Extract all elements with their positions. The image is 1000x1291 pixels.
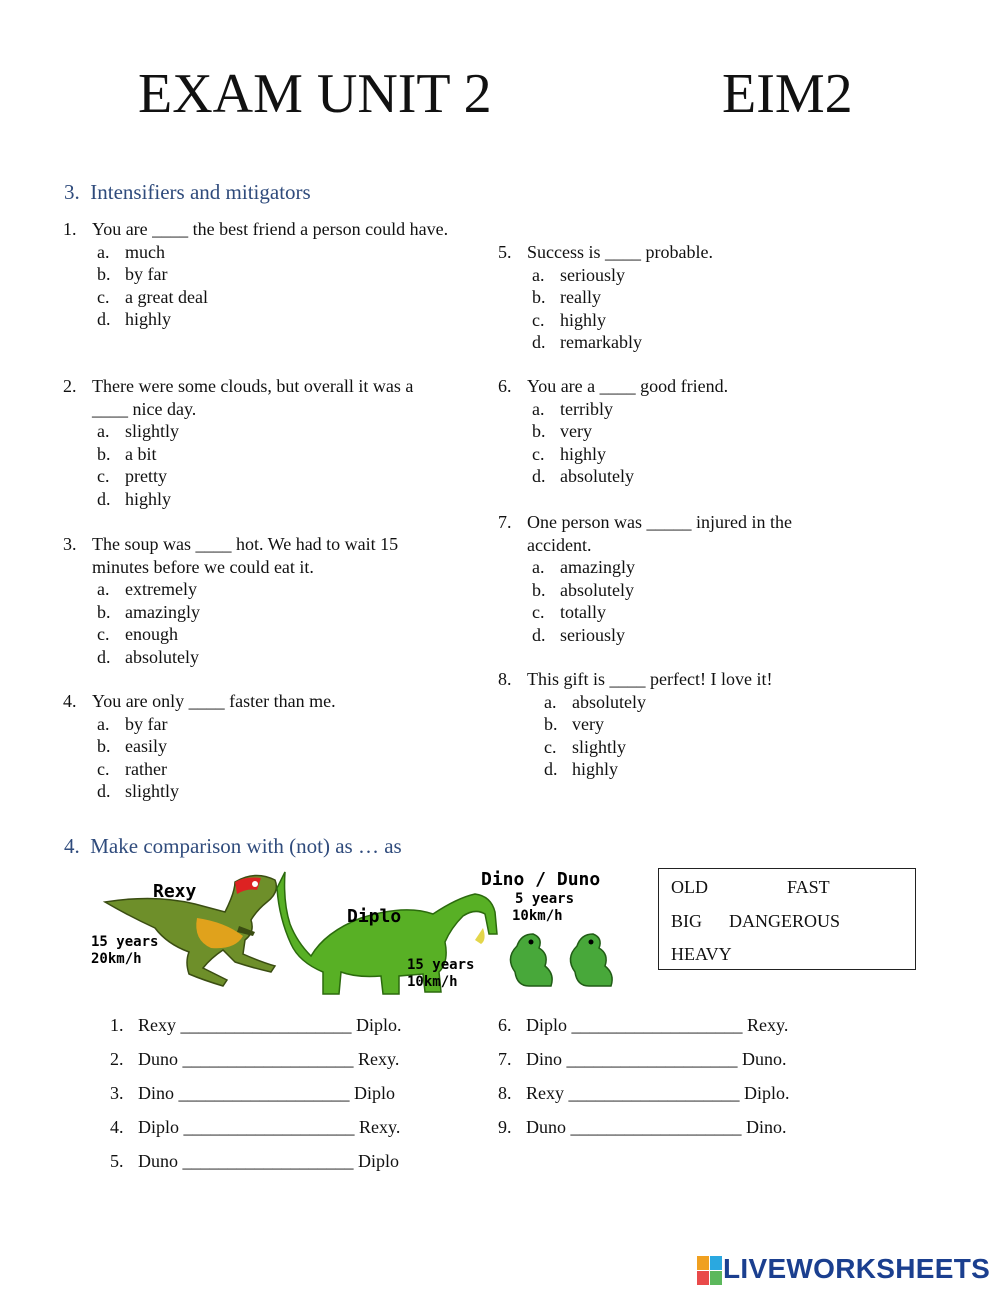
option-list <box>63 713 453 803</box>
option-letter: b. <box>532 421 546 442</box>
option-list <box>63 241 453 331</box>
question-text: The soup was ____ hot. We had to wait 15 minutes before we could eat it. <box>92 534 399 577</box>
word-heavy: HEAVY <box>671 944 732 964</box>
answer-option[interactable] <box>532 420 858 443</box>
option-letter: a. <box>97 241 110 262</box>
answer-option[interactable] <box>532 264 858 287</box>
word-fast: FAST <box>787 877 830 897</box>
question-text: This gift is ____ perfect! I love it! <box>527 669 773 689</box>
question-stem <box>63 218 453 241</box>
liveworksheets-brand-text: LIVEWORKSHEETS <box>723 1253 991 1284</box>
exam-title: EXAM UNIT 2 <box>138 63 492 125</box>
section-title: Intensifiers and mitigators <box>90 180 311 204</box>
comparison-sentence-8: 8. Rexy ___________________ Diplo. <box>498 1083 790 1103</box>
question-3 <box>63 533 453 669</box>
option-text: highly <box>125 488 172 509</box>
option-text: amazingly <box>125 601 200 622</box>
answer-option[interactable] <box>532 624 838 647</box>
question-text: There were some clouds, but overall it was a ____ nice day. <box>92 376 414 419</box>
option-letter: d. <box>532 332 546 353</box>
option-letter: a. <box>97 713 110 734</box>
question-number: 4. <box>63 691 77 711</box>
option-text: enough <box>125 624 178 645</box>
question-number: 7. <box>498 512 512 532</box>
answer-option[interactable] <box>532 309 858 332</box>
section-3-heading <box>64 180 311 205</box>
answer-option[interactable] <box>532 331 858 354</box>
option-letter: a. <box>544 691 557 712</box>
rexy-age-label: 15 years <box>91 934 159 950</box>
answer-option[interactable] <box>544 736 858 759</box>
answer-option[interactable] <box>532 398 858 421</box>
option-text: a bit <box>125 443 157 464</box>
section-title: Make comparison with (not) as … as <box>90 834 402 858</box>
option-letter: a. <box>97 579 110 600</box>
option-text: absolutely <box>125 646 199 667</box>
option-text: highly <box>560 443 607 464</box>
option-text: very <box>560 421 592 442</box>
option-text: a great deal <box>125 286 208 307</box>
option-text: slightly <box>125 421 180 442</box>
question-number: 2. <box>63 376 77 396</box>
option-list <box>498 691 858 781</box>
option-text: much <box>125 241 165 262</box>
option-letter: d. <box>97 488 111 509</box>
answer-option[interactable] <box>532 601 838 624</box>
option-letter: b. <box>97 264 111 285</box>
question-stem <box>63 690 453 713</box>
option-letter: c. <box>532 443 545 464</box>
option-text: absolutely <box>560 579 634 600</box>
option-letter: c. <box>544 736 557 757</box>
question-8 <box>498 668 858 781</box>
answer-option[interactable] <box>532 286 858 309</box>
option-list <box>498 398 858 488</box>
answer-option[interactable] <box>97 241 453 264</box>
option-letter: a. <box>532 264 545 285</box>
question-stem <box>63 533 453 578</box>
question-2 <box>63 375 453 511</box>
question-stem <box>498 511 838 556</box>
answer-option[interactable] <box>97 465 453 488</box>
option-text: remarkably <box>560 332 642 353</box>
option-list <box>63 420 453 510</box>
answer-option[interactable] <box>97 601 453 624</box>
option-letter: c. <box>97 758 110 779</box>
question-number: 8. <box>498 669 512 689</box>
option-list <box>63 578 453 668</box>
comparison-sentence-5: 5. Duno ___________________ Diplo <box>110 1151 399 1171</box>
option-text: slightly <box>572 736 627 757</box>
option-letter: c. <box>532 602 545 623</box>
answer-option[interactable] <box>97 308 453 331</box>
comparison-sentence-4: 4. Diplo ___________________ Rexy. <box>110 1117 401 1137</box>
option-text: really <box>560 287 601 308</box>
option-text: totally <box>560 602 606 623</box>
question-stem <box>63 375 453 420</box>
option-letter: b. <box>97 443 111 464</box>
answer-option[interactable] <box>532 443 858 466</box>
word-box <box>658 868 916 970</box>
option-letter: d. <box>97 646 111 667</box>
question-number: 1. <box>63 219 77 239</box>
option-text: easily <box>125 736 167 757</box>
option-text: very <box>572 714 604 735</box>
answer-option[interactable] <box>97 488 453 511</box>
option-text: highly <box>572 759 619 780</box>
question-7 <box>498 511 838 647</box>
dino-duno-drawing <box>510 934 612 986</box>
diplo-drawing <box>277 872 497 994</box>
class-code: EIM2 <box>722 63 853 125</box>
option-letter: d. <box>532 466 546 487</box>
comparison-sentence-3: 3. Dino ___________________ Diplo <box>110 1083 396 1103</box>
question-stem <box>498 241 858 264</box>
answer-option[interactable] <box>544 713 858 736</box>
option-letter: d. <box>544 759 558 780</box>
answer-option[interactable] <box>97 263 453 286</box>
option-letter: b. <box>532 579 546 600</box>
option-letter: d. <box>97 309 111 330</box>
word-dangerous: DANGEROUS <box>729 911 841 931</box>
answer-option[interactable] <box>532 556 838 579</box>
option-text: absolutely <box>572 691 646 712</box>
option-text: highly <box>560 309 607 330</box>
option-text: seriously <box>560 264 625 285</box>
option-text: slightly <box>125 781 180 802</box>
dinosaur-illustration <box>85 862 630 1002</box>
question-number: 5. <box>498 242 512 262</box>
option-text: extremely <box>125 579 197 600</box>
answer-option[interactable] <box>532 579 838 602</box>
question-text: You are ____ the best friend a person could have. <box>92 219 449 239</box>
answer-option[interactable] <box>97 713 453 736</box>
comparison-sentence-2: 2. Duno ___________________ Rexy. <box>110 1049 400 1069</box>
answer-option[interactable] <box>97 646 453 669</box>
option-text: rather <box>125 758 167 779</box>
question-number: 3. <box>63 534 77 554</box>
answer-option[interactable] <box>532 465 858 488</box>
option-list <box>498 556 838 646</box>
option-text: pretty <box>125 466 167 487</box>
option-letter: c. <box>97 466 110 487</box>
question-text: One person was _____ injured in the accident. <box>527 512 792 555</box>
word-old: OLD <box>671 877 708 897</box>
option-letter: a. <box>532 398 545 419</box>
option-letter: b. <box>97 601 111 622</box>
question-1 <box>63 218 453 331</box>
option-letter: a. <box>97 421 110 442</box>
section-number: 4. <box>64 834 80 858</box>
comparison-sentence-9: 9. Duno ___________________ Dino. <box>498 1117 787 1137</box>
answer-option[interactable] <box>97 578 453 601</box>
option-letter: c. <box>97 624 110 645</box>
option-text: absolutely <box>560 466 634 487</box>
question-5 <box>498 241 858 354</box>
question-number: 6. <box>498 376 512 396</box>
answer-option[interactable] <box>544 691 858 714</box>
answer-option[interactable] <box>97 735 453 758</box>
question-stem <box>498 668 858 691</box>
question-text: You are a ____ good friend. <box>527 376 729 396</box>
answer-option[interactable] <box>97 420 453 443</box>
question-6 <box>498 375 858 488</box>
option-text: seriously <box>560 624 625 645</box>
option-letter: a. <box>532 557 545 578</box>
answer-option[interactable] <box>97 286 453 309</box>
option-letter: b. <box>97 736 111 757</box>
comparison-sentence-1: 1. Rexy ___________________ Diplo. <box>110 1015 402 1035</box>
option-text: terribly <box>560 398 613 419</box>
liveworksheets-logo-icon <box>697 1256 723 1286</box>
option-letter: d. <box>97 781 111 802</box>
question-text: Success is ____ probable. <box>527 242 713 262</box>
option-list <box>498 264 858 354</box>
answer-option[interactable] <box>544 758 858 781</box>
diplo-age-label: 15 years <box>407 957 475 973</box>
answer-option[interactable] <box>97 780 453 803</box>
question-4 <box>63 690 453 803</box>
diplo-speed-label: 10km/h <box>407 974 458 990</box>
comparison-sentence-6: 6. Diplo ___________________ Rexy. <box>498 1015 789 1035</box>
rexy-name-label: Rexy <box>153 881 197 902</box>
option-text: by far <box>125 713 168 734</box>
option-text: highly <box>125 309 172 330</box>
answer-option[interactable] <box>97 623 453 646</box>
option-letter: c. <box>97 286 110 307</box>
word-big: BIG <box>671 911 702 931</box>
diplo-name-label: Diplo <box>347 906 402 927</box>
answer-option[interactable] <box>97 443 453 466</box>
option-text: by far <box>125 264 168 285</box>
dino-speed-label: 10km/h <box>512 908 563 924</box>
rexy-speed-label: 20km/h <box>91 951 142 967</box>
question-text: You are only ____ faster than me. <box>92 691 336 711</box>
section-number: 3. <box>64 180 80 204</box>
dino-age-label: 5 years <box>515 891 575 907</box>
dino-name-label: Dino / Duno <box>481 869 601 890</box>
option-letter: b. <box>544 714 558 735</box>
section-4-heading <box>64 834 402 859</box>
option-letter: d. <box>532 624 546 645</box>
dinosaur-picture <box>85 862 630 1002</box>
option-letter: b. <box>532 287 546 308</box>
answer-option[interactable] <box>97 758 453 781</box>
option-letter: c. <box>532 309 545 330</box>
option-text: amazingly <box>560 557 635 578</box>
question-stem <box>498 375 858 398</box>
comparison-sentence-7: 7. Dino ___________________ Duno. <box>498 1049 787 1069</box>
